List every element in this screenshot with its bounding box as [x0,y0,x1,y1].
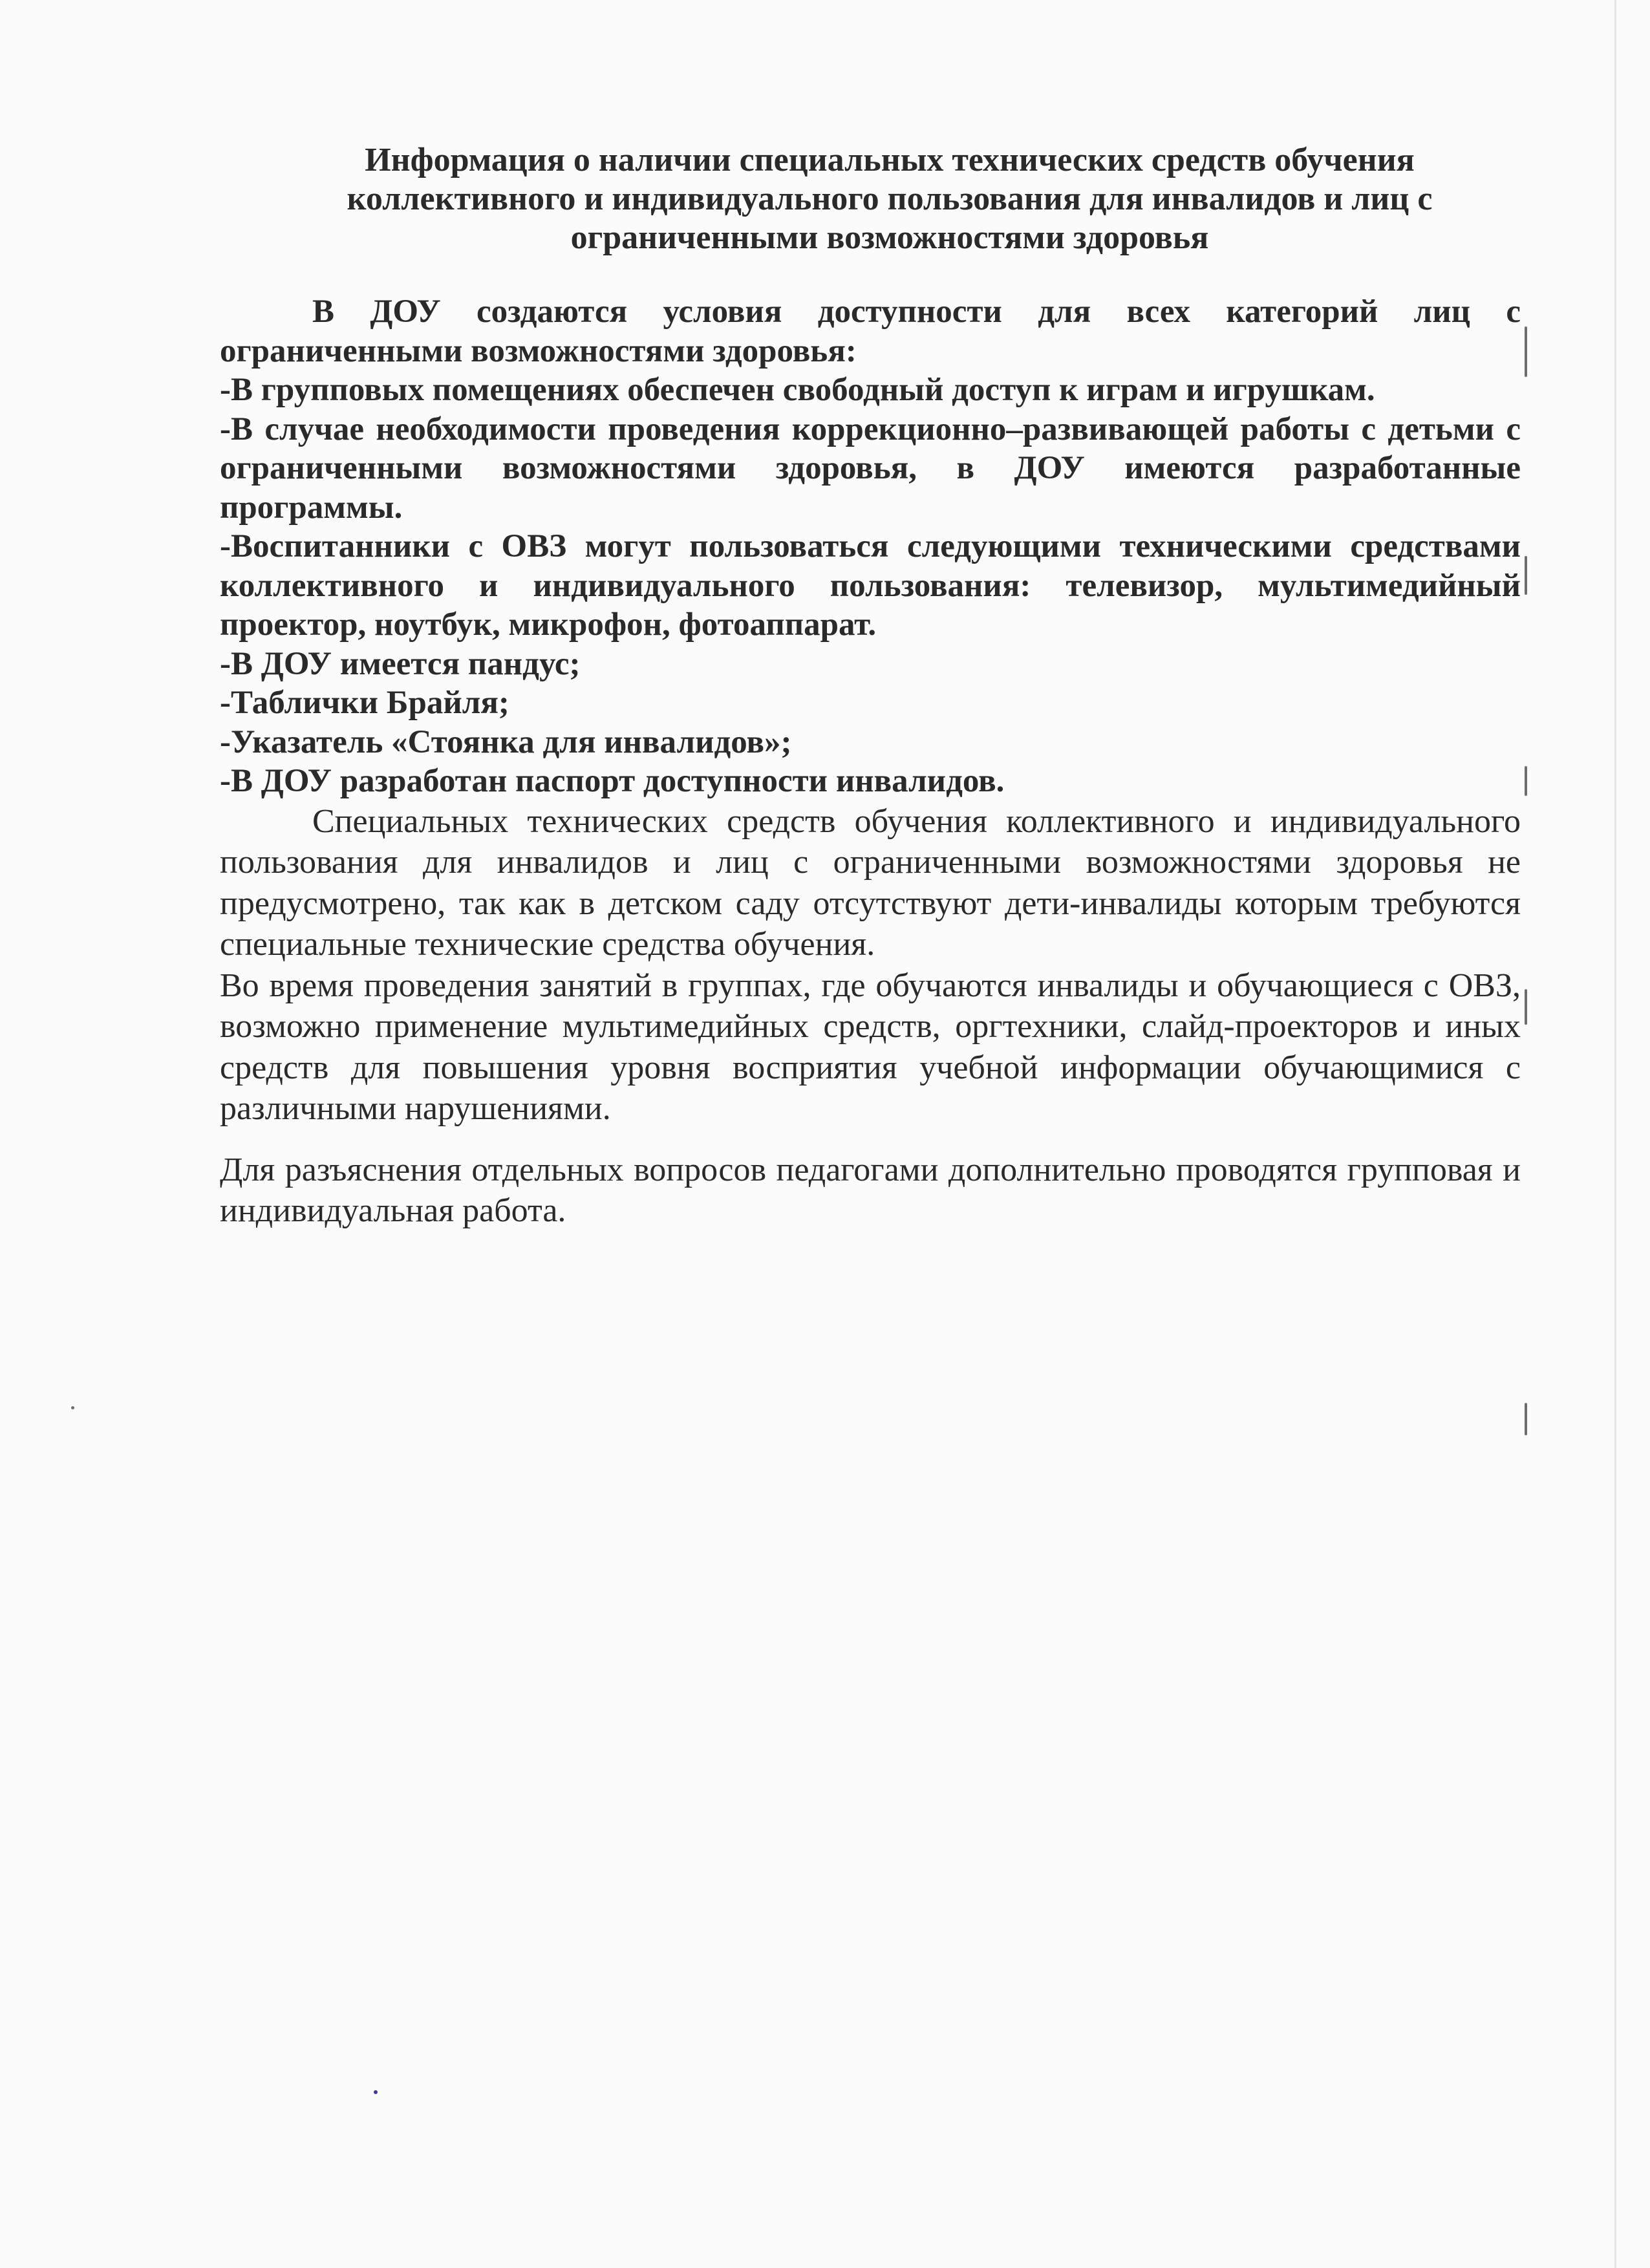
document-title [220,141,1521,257]
paragraph-classes: Во время проведения занятий в группах, где обучаются инвалиды и обучающиеся с ОВЗ, возможно применение мультимедийных средств, оргтехники, слайд-проекторов и иных средств для повышения уровня восприятия учебной информации обучающимися с различными нарушениями. [220,967,1521,1127]
list-item: -В случае необходимости проведения коррекционно–развивающей работы с детьми с ограниченными возможностями здоровья, в ДОУ имеются разработанные программы. [220,411,1521,526]
scan-speck [374,2090,378,2094]
title-line: коллективного и индивидуального пользования для инвалидов и лиц с [347,180,1433,217]
scan-page-edge [1614,0,1616,2268]
list-item: -Указатель «Стоянка для инвалидов»; [220,723,792,760]
accessibility-list [220,292,1521,801]
list-item: -В групповых помещениях обеспечен свободный доступ к играм и игрушкам. [220,372,1375,408]
scan-speck [1525,766,1527,796]
scan-speck [71,1406,74,1409]
list-item: -В ДОУ разработан паспорт доступности инвалидов. [220,763,1005,799]
body-text [220,801,1521,1232]
paragraph-special-means: Специальных технических средств обучения коллективного и индивидуального пользования для инвалидов и лиц с ограниченными возможностями здоровья не предусмотрено, так как в детском саду отсутствуют дети-инвалиды которым требуются специальные технические средства обучения. [220,802,1521,963]
scan-speck [1525,326,1527,377]
list-item: -В ДОУ имеется пандус; [220,645,581,682]
intro-paragraph: В ДОУ создаются условия доступности для всех категорий лиц с ограниченными возможностями здоровья: [220,294,1521,369]
paragraph-explanations: Для разъяснения отдельных вопросов педагогами дополнительно проводятся групповая и индивидуальная работа. [220,1151,1521,1229]
document [220,141,1521,1232]
scan-speck [1525,556,1527,595]
scan-speck [1525,989,1527,1025]
scan-speck [1525,1403,1527,1435]
title-line: Информация о наличии специальных технических средств обучения [365,142,1415,178]
list-item: -Таблички Брайля; [220,685,509,721]
list-item: -Воспитанники с ОВЗ могут пользоваться следующими техническими средствами коллективного и индивидуального пользования: телевизор, мультимедийный проектор, ноутбук, микрофон, фотоаппарат. [220,528,1521,643]
title-line: ограниченными возможностями здоровья [570,219,1209,256]
